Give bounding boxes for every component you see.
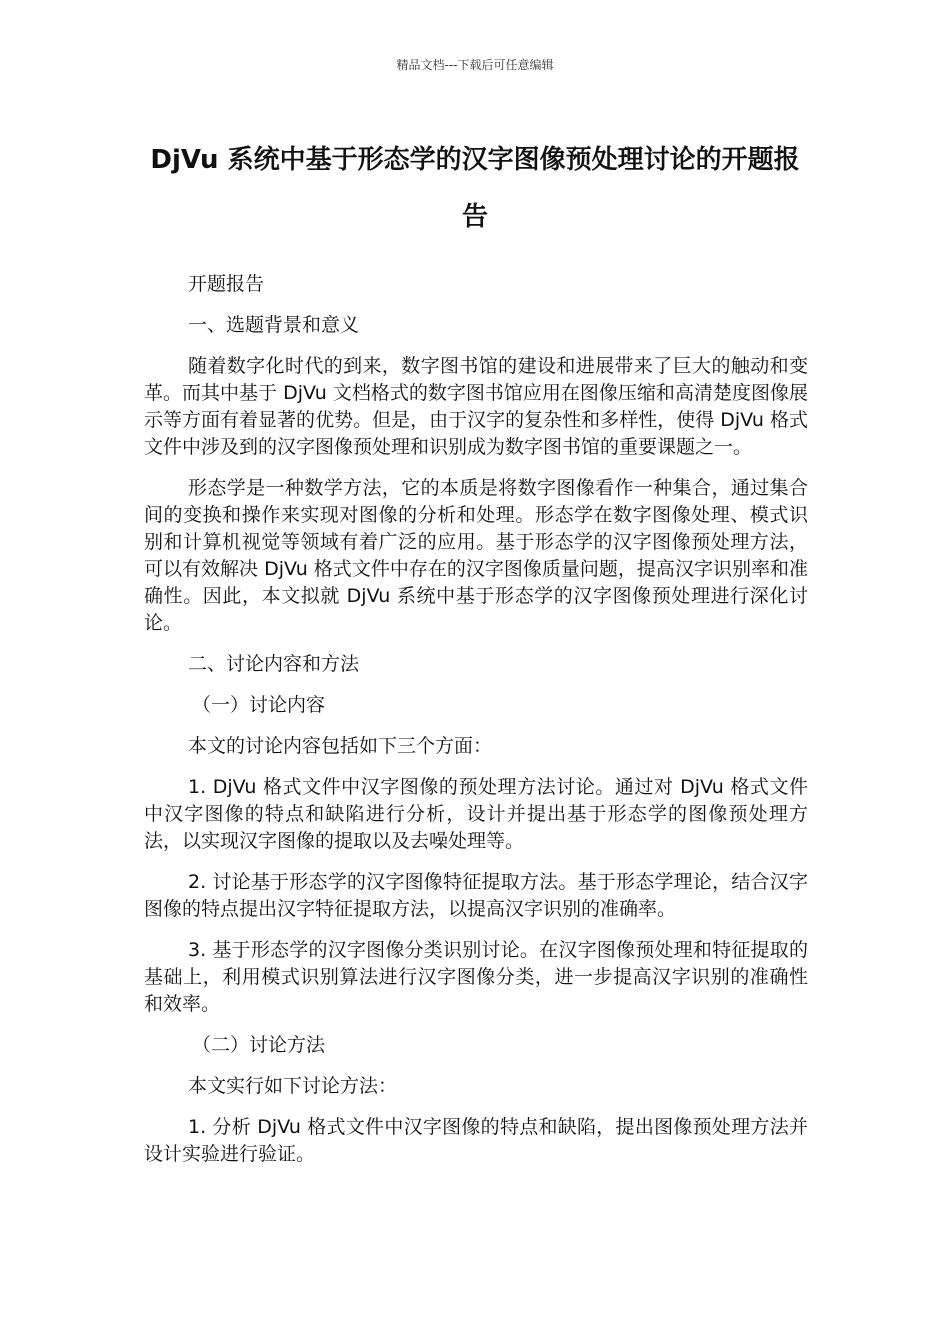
page-header: 精品文档---下载后可任意编辑 [396,58,554,72]
section-label: 开题报告 [188,273,265,295]
document-body [144,271,808,1182]
body-paragraph: 形态学是一种数学方法，它的本质是将数字图像看作一种集合，通过集合间的变换和操作来实现对图像的分析和处理。形态学在数字图像处理、模式识别和计算机视觉等领域有着广泛的应用。基于形态学的汉字图像预处理方法，可以有效解决 DjVu 格式文件中存在的汉字图像质量问题，提高汉字识别率和准确性。因此，本文拟就 DjVu 系统中基于形态学的汉字图像预处理进行深化讨论。 [144,477,808,634]
list-item: 2. 讨论基于形态学的汉字图像特征提取方法。基于形态学理论，结合汉字图像的特点提出汉字特征提取方法，以提高汉字识别的准确率。 [144,871,808,920]
section-heading: 一、选题背景和意义 [188,314,360,336]
list-item: 3. 基于形态学的汉字图像分类识别讨论。在汉字图像预处理和特征提取的基础上，利用模式识别算法进行汉字图像分类，进一步提高汉字识别的准确性和效率。 [144,939,808,1015]
subsection-heading: （一）讨论内容 [192,694,326,716]
list-item: 1. DjVu 格式文件中汉字图像的预处理方法讨论。通过对 DjVu 格式文件中汉字图像的特点和缺陷进行分析，设计并提出基于形态学的图像预处理方法，以实现汉字图像的提取以及去噪处理等。 [144,776,808,852]
section-heading: 二、讨论内容和方法 [188,653,360,675]
list-item: 1. 分析 DjVu 格式文件中汉字图像的特点和缺陷，提出图像预处理方法并设计实验进行验证。 [144,1116,808,1165]
document-title: DjVu 系统中基于形态学的汉字图像预处理讨论的开题报告 [150,145,800,232]
subsection-heading: （二）讨论方法 [192,1034,326,1056]
body-paragraph: 随着数字化时代的到来，数字图书馆的建设和进展带来了巨大的触动和变革。而其中基于 DjVu 文档格式的数字图书馆应用在图像压缩和高清楚度图像展示等方面有着显著的优势。但是，由于汉字的复杂性和多样性，使得 DjVu 格式文件中涉及到的汉字图像预处理和识别成为数字图书馆的重要课题之一。 [144,355,808,458]
body-paragraph: 本文的讨论内容包括如下三个方面： [188,735,493,757]
body-paragraph: 本文实行如下讨论方法： [188,1075,398,1097]
